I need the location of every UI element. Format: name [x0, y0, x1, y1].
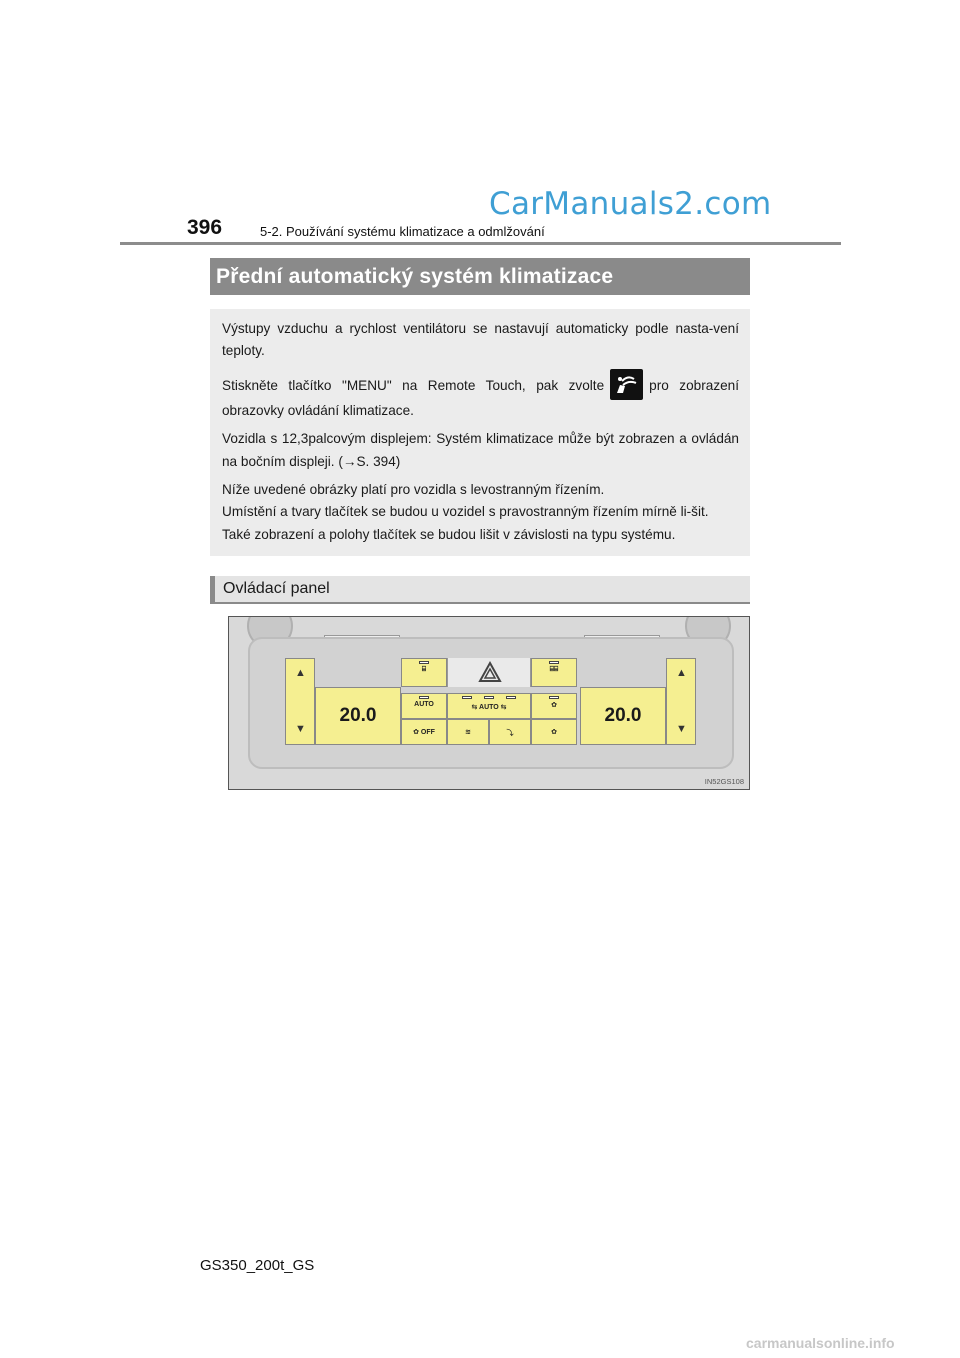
intro-paragraph-4: Níže uvedené obrázky platí pro vozidla s levostranným řízením. [222, 482, 605, 498]
intro-paragraph-6: Také zobrazení a polohy tlačítek se budou lišit v závislosti na typu systému. [222, 526, 676, 542]
intro-box [210, 309, 750, 556]
seat-heat-button: ≋ [447, 719, 489, 745]
header-divider [120, 242, 841, 245]
mode-auto-label: AUTO [479, 704, 499, 711]
left-temp-display: 20.0 [315, 687, 401, 745]
model-code: GS350_200t_GS [200, 1257, 315, 1274]
intro-text: pro zobrazení obrazovky ovládání klimatizace. [222, 377, 740, 418]
figure-code: IN52GS108 [704, 777, 744, 786]
control-panel-figure [228, 616, 750, 790]
section-heading: Přední automatický systém klimatizace [210, 258, 750, 295]
intro-paragraph-3: Vozidla s 12,3palcovým displejem: Systém klimatizace může být zobrazen a ovládán na bočním displeji. (→S. 394) [222, 431, 739, 469]
watermark-top: CarManuals2.com [489, 186, 772, 222]
section-reference: 5-2. Používání systému klimatizace a odmlžování [260, 224, 545, 239]
left-temp-arrows: ▲ ▼ [285, 658, 315, 745]
fan-down-button: ✿ [531, 719, 577, 745]
auto-button [401, 693, 447, 719]
watermark-bottom: carmanualsonline.info [746, 1335, 895, 1351]
recirculation-mode-button [447, 693, 531, 719]
right-temp-arrows: ▲ ▼ [666, 658, 696, 745]
car-icon: ⇆ [471, 704, 480, 711]
page-number: 396 [187, 216, 223, 239]
front-defrost-button: ⌸⌸ [531, 658, 577, 687]
off-button [401, 719, 447, 745]
car-icon: ⇆ [498, 704, 507, 711]
off-label: OFF [420, 729, 435, 736]
rear-defog-button: ⌸ [401, 658, 447, 687]
fan-icon: ✿ [413, 729, 421, 736]
intro-text: Stiskněte tlačítko "MENU" na Remote Touch, pak zvolte [222, 377, 605, 393]
fan-up-button: ✿ [531, 693, 577, 719]
subsection-heading: Ovládací panel [210, 576, 750, 604]
climate-seat-icon [610, 369, 643, 400]
auto-label: AUTO [414, 701, 434, 708]
hazard-button [447, 658, 531, 687]
intro-paragraph-5: Umístění a tvary tlačítek se budou u vozidel s pravostranným řízením mírně li-šit. [222, 504, 709, 520]
intro-paragraph-2 [222, 369, 739, 422]
intro-paragraph-1: Výstupy vzduchu a rychlost ventilátoru se nastavují automaticky podle nasta-vení teploty. [222, 321, 739, 359]
airflow-mode-button: ⤵ [489, 719, 531, 745]
right-temp-display: 20.0 [580, 687, 666, 745]
